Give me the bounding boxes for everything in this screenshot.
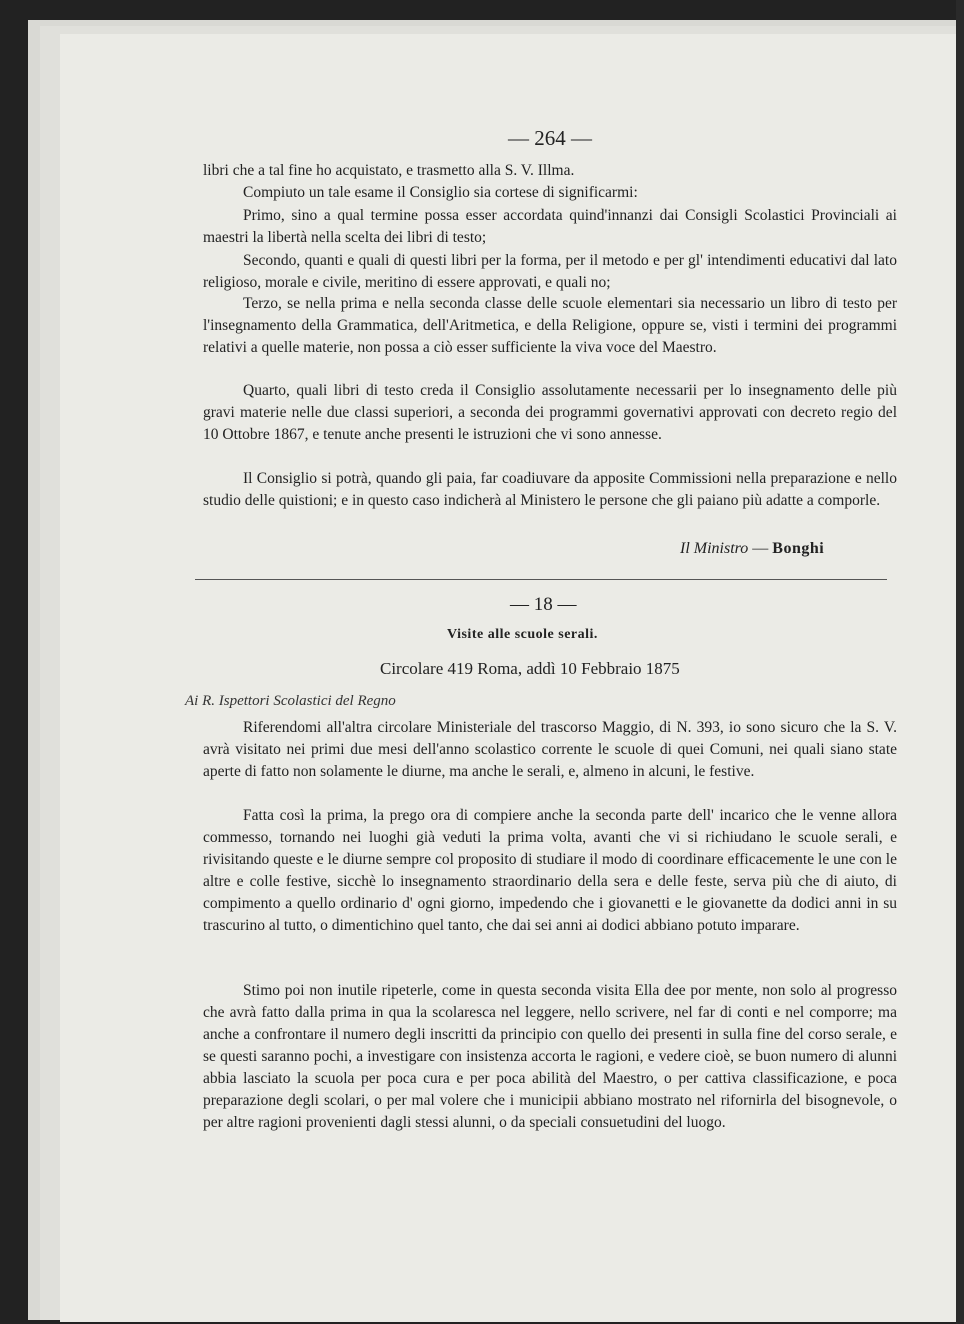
paragraph: Terzo, se nella prima e nella seconda classe delle scuole elementari sia necessario un libro di testo per l'insegnamento della Grammatica, dell'Aritmetica, e della Religione, oppure se, visti i termini dei programmi relativi a quelle materie, non possa a ciò esser sufficiente la viva voce del Maestro. — [203, 295, 897, 356]
signature-name: Bonghi — [772, 540, 825, 557]
paragraph: libri che a tal fine ho acquistato, e trasmetto alla S. V. Illma. — [203, 162, 575, 179]
paragraph: Compiuto un tale esame il Consiglio sia cortese di significarmi: — [243, 184, 638, 201]
signature-role: Il Ministro — [680, 540, 749, 557]
paragraph: Secondo, quanti e quali di questi libri per la forma, per il metodo e per gl' intendimenti educativi dal lato religioso, morale e civile, meritino di essere approvati, e quali no; — [203, 252, 897, 291]
scan-right-edge — [956, 0, 964, 1324]
section-number: — 18 — — [510, 594, 577, 615]
section-divider — [195, 579, 887, 580]
circular-heading: Circolare 419 Roma, addì 10 Febbraio 1875 — [380, 659, 680, 678]
signature-dash: — — [752, 540, 769, 557]
paragraph: Quarto, quali libri di testo creda il Consiglio assolutamente necessarii per lo insegnamento delle più gravi materie nelle due classi superiori, a seconda dei programmi governativi approvati con decreto regio del 10 Ottobre 1867, e tenute anche presenti le istruzioni che vi sono annesse. — [203, 382, 897, 443]
addressee: Ai R. Ispettori Scolastici del Regno — [185, 693, 396, 709]
paragraph: Il Consiglio si potrà, quando gli paia, far coadiuvare da apposite Commissioni nella preparazione e nello studio delle quistioni; e in questo caso indicherà al Ministero le persone che gli paiano più adatte a comporle. — [203, 470, 897, 509]
paragraph: Fatta così la prima, la prego ora di compiere anche la seconda parte dell' incarico che le venne allora commesso, tornando nei luoghi già veduti la prima volta, avanti che vi si richiudano le scuole serali, e rivisitando queste e le diurne sempre col proposito di studiare il modo di coordinare efficacemente le une con le altre e colle festive, sicchè lo insegnamento straordinario della sera e delle feste, serva più che di aiuto, di compimento a quello ordinario d' ogni giorno, impedendo che i giovanetti e le giovanette da dodici anni in su trascurino al tutto, o dimentichino quel tanto, che dai sei anni ai dodici abbiano potuto imparare. — [203, 807, 897, 934]
paragraph: Stimo poi non inutile ripeterle, come in questa seconda visita Ella dee por mente, non solo al progresso che avrà fatto dalla prima in qua la scolaresca nel leggere, nello scrivere, nel far di conti e nel comporre; ma anche a confrontare il numero degli inscritti da principio con quello dei presenti in sulla fine del corso serale, e se questi saranno pochi, a investigare con insistenza accorta le ragioni, e vedere cioè, se buon numero di alunni abbia lasciato la scuola per poca cura e per poca abilità del Maestro, o per cattiva classificazione, e poca preparazione degli scolari, o per mal volere che i municipii abbiano mostrato nel rifornirla del bisognevole, o per altre ragioni provenienti dagli stessi alunni, o da speciali consuetudini del luogo. — [203, 982, 897, 1131]
paragraph: Primo, sino a qual termine possa esser accordata quind'innanzi dai Consigli Scolastici Provinciali ai maestri la libertà nella scelta dei libri di testo; — [203, 207, 897, 246]
paragraph: Riferendomi all'altra circolare Ministeriale del trascorso Maggio, di N. 393, io sono sicuro che la S. V. avrà visitato nei primi due mesi dell'anno scolastico corrente le scuole di quei Comuni, nei quali siano state aperte di fatto non solamente le diurne, ma anche le serali, e, almeno in alcuni, le festive. — [203, 719, 897, 780]
section-title: Visite alle scuole serali. — [447, 627, 598, 642]
signature — [680, 540, 824, 558]
page-number: — 264 — — [508, 126, 592, 150]
